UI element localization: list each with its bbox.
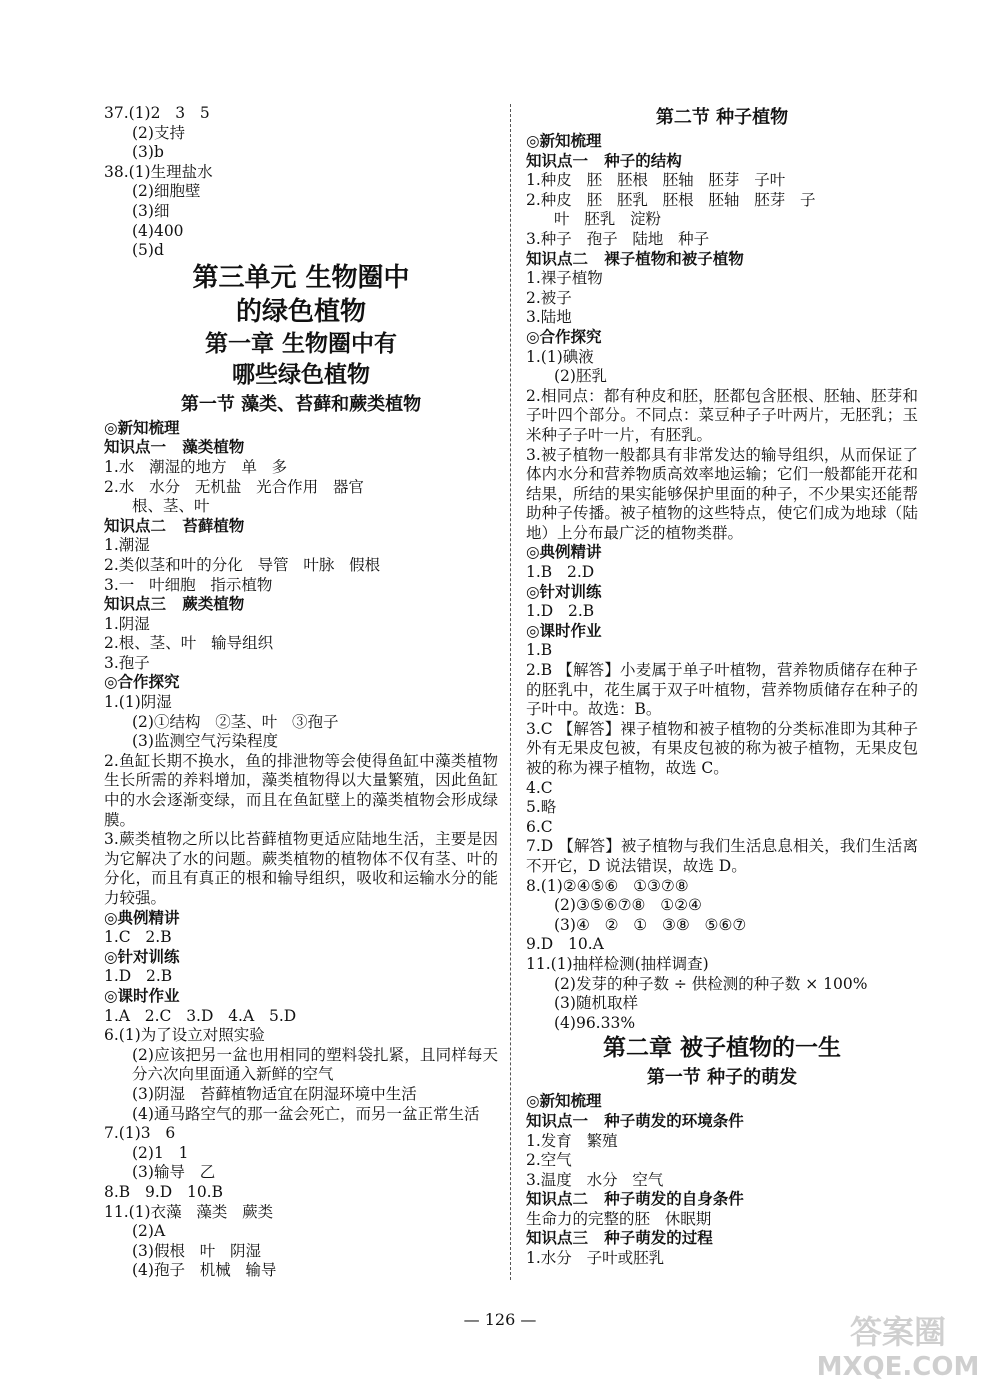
text-line-left-5: (3)细 [132,201,170,220]
heading-left-11: 哪些绿色植物 [232,361,370,388]
text-line-left-48: (3)假根 叶 阴湿 [132,1241,262,1260]
text-line-left-32: ◎典例精讲 [104,908,180,927]
text-line-right-8: 1.裸子植物 [526,269,603,288]
text-line-right-19: 1.D 2.B [526,602,595,621]
text-line-left-45: 8.B 9.D 10.B [104,1182,223,1201]
text-line-right-5: 叶 胚乳 淀粉 [554,210,662,229]
left-column [104,104,498,1281]
text-line-right-28: 8.(1)②④⑤⑥ ①③⑦⑧ [526,876,689,895]
text-line-left-34: ◎针对训练 [104,947,180,966]
heading-right-0: 第二节 种子植物 [655,107,789,128]
text-line-right-12: 1.(1)碘液 [526,347,594,366]
text-line-right-30: (3)④ ② ① ③⑧ ⑤⑥⑦ [554,915,747,934]
text-line-right-10: 3.陆地 [526,308,572,327]
text-line-left-29: (3)监测空气污染程度 [132,732,278,751]
text-line-right-29: (2)③⑤⑥⑦⑧ ①②④ [554,896,702,915]
text-line-right-20: ◎课时作业 [526,621,602,640]
text-line-left-1: (2)支持 [132,123,185,142]
text-line-left-46: 11.(1)衣藻 藻类 蕨类 [104,1202,274,1221]
text-line-right-15: 3.被子植物一般都具有非常发达的输导组织，从而保证了体内水分和营养物质高效率地运输；它们一般都能开花和结果，所结的果实能够保护里面的种子，不少果实还能帮助种子传播。被子植物的这些特点，使它们成为地球（陆地）上分布最广泛的植物类群。 [526,445,918,542]
text-line-right-43: 知识点二 种子萌发的自身条件 [526,1190,744,1209]
text-line-right-39: 知识点一 种子萌发的环境条件 [526,1111,744,1130]
text-line-left-20: 2.类似茎和叶的分化 导管 叶脉 假根 [104,555,381,574]
text-line-left-0: 37.(1)2 3 5 [104,104,210,122]
text-line-left-2: (3)b [132,143,164,162]
text-line-left-35: 1.D 2.B [104,967,173,986]
text-line-left-18: 知识点二 苔藓植物 [104,516,245,535]
text-line-left-16: 2.水 水分 无机盐 光合作用 器官 [104,477,364,496]
text-line-right-4: 2.种皮 胚 胚乳 胚根 胚轴 胚芽 子 [526,190,816,209]
text-line-right-7: 知识点二 裸子植物和被子植物 [526,249,744,268]
text-line-left-4: (2)细胞壁 [132,182,201,201]
text-line-left-19: 1.潮湿 [104,536,150,555]
watermark-logo [808,1303,988,1383]
text-line-right-23: 3.C 【解答】裸子植物和被子植物的分类标准即为其种子外有无果皮包被，有果皮包被的称为被子植物，无果皮包被的称为裸子植物，故选 C。 [526,719,918,777]
text-line-left-43: (2)1 1 [132,1143,189,1162]
text-line-right-3: 1.种皮 胚 胚根 胚轴 胚芽 子叶 [526,171,786,190]
text-line-right-34: (3)随机取样 [554,994,638,1013]
heading-right-36: 第二章 被子植物的一生 [602,1035,841,1062]
text-line-left-22: 知识点三 蕨类植物 [104,595,245,614]
text-line-right-26: 6.C [526,817,553,836]
heading-left-8: 第三单元 生物圈中 [192,262,410,293]
text-line-left-21: 3.一 叶细胞 指示植物 [104,575,273,594]
text-line-right-46: 1.水分 子叶或胚乳 [526,1249,665,1268]
text-line-left-41: (4)通马路空气的那一盆会死亡，而另一盆正常生活 [132,1104,480,1123]
text-line-left-25: 3.孢子 [104,653,150,672]
text-line-right-41: 2.空气 [526,1151,572,1170]
text-line-left-30: 2.鱼缸长期不换水，鱼的排泄物等会使得鱼缸中藻类植物生长所需的养料增加，藻类植物得以大量繁殖，因此鱼缸中的水会逐渐变绿，而且在鱼缸壁上的藻类植物会形成绿膜。 [104,751,498,829]
text-line-left-38: 6.(1)为了设立对照实验 [104,1026,265,1045]
heading-right-37: 第一节 种子的萌发 [646,1067,798,1089]
page-number: — 126 — [463,1310,537,1329]
column-divider [510,104,511,1280]
text-line-left-26: ◎合作探究 [104,673,180,692]
text-line-left-33: 1.C 2.B [104,928,172,947]
text-line-right-21: 1.B [526,641,553,660]
text-line-right-45: 知识点三 种子萌发的过程 [526,1229,713,1248]
text-line-right-11: ◎合作探究 [526,327,602,346]
text-line-right-13: (2)胚乳 [554,367,607,386]
heading-left-9: 的绿色植物 [235,296,366,327]
text-line-right-35: (4)96.33% [554,1013,636,1032]
text-line-right-25: 5.略 [526,798,557,817]
right-column [526,104,918,1269]
text-line-right-2: 知识点一 种子的结构 [526,151,682,170]
text-line-right-38: ◎新知梳理 [526,1092,602,1111]
text-line-left-15: 1.水 潮湿的地方 单 多 [104,457,288,476]
text-line-right-17: 1.B 2.D [526,563,595,582]
text-line-left-39: (2)应该把另一盆也用相同的塑料袋扎紧，且同样每天分六次向里面通入新鲜的空气 [132,1045,498,1084]
text-line-right-32: 11.(1)抽样检测(抽样调查) [526,954,709,973]
heading-left-10: 第一章 生物圈中有 [204,330,397,357]
text-line-left-17: 根、茎、叶 [132,497,210,516]
text-line-left-27: 1.(1)阴湿 [104,693,172,712]
text-line-left-31: 3.蕨类植物之所以比苔藓植物更适应陆地生活，主要是因为它解决了水的问题。蕨类植物的植物体不仅有茎、叶的分化，而且有真正的根和输导组织，吸收和运输水分的能力较强。 [104,830,498,907]
text-line-left-36: ◎课时作业 [104,986,180,1005]
text-line-right-1: ◎新知梳理 [526,132,602,150]
text-line-right-31: 9.D 10.A [526,935,604,954]
text-line-left-49: (4)孢子 机械 输导 [132,1261,277,1280]
text-line-right-22: 2.B 【解答】小麦属于单子叶植物，营养物质储存在种子的胚乳中，花生属于双子叶植物，营养物质储存在种子的子叶中。故选：B。 [526,661,918,719]
text-line-right-42: 3.温度 水分 空气 [526,1170,664,1189]
heading-left-12: 第一节 藻类、苔藓和蕨类植物 [180,393,422,415]
text-line-left-23: 1.阴湿 [104,614,150,633]
text-line-left-40: (3)阴湿 苔藓植物适宜在阴湿环境中生活 [132,1084,417,1103]
text-line-left-28: (2)①结构 ②茎、叶 ③孢子 [132,712,339,731]
text-line-left-14: 知识点一 藻类植物 [104,438,245,457]
text-line-right-18: ◎针对训练 [526,582,602,601]
svg-text:答案圈: 答案圈 [849,1313,947,1351]
text-line-left-3: 38.(1)生理盐水 [104,162,213,181]
text-line-left-13: ◎新知梳理 [104,418,180,437]
text-line-left-44: (3)输导 乙 [132,1163,216,1182]
text-line-left-24: 2.根、茎、叶 输导组织 [104,634,274,653]
text-line-right-14: 2.相同点：都有种皮和胚，胚都包含胚根、胚轴、胚芽和子叶四个部分。不同点：菜豆种子子叶两片，无胚乳；玉米种子子叶一片，有胚乳。 [526,386,918,444]
text-line-left-37: 1.A 2.C 3.D 4.A 5.D [104,1006,297,1025]
text-line-right-24: 4.C [526,778,553,797]
text-line-right-6: 3.种子 孢子 陆地 种子 [526,229,710,248]
text-line-right-44: 生命力的完整的胚 休眠期 [526,1209,712,1228]
text-line-right-40: 1.发育 繁殖 [526,1131,618,1150]
text-line-left-42: 7.(1)3 6 [104,1124,176,1143]
svg-text:MXQE.COM: MXQE.COM [816,1352,980,1382]
text-line-right-33: (2)发芽的种子数 ÷ 供检测的种子数 × 100% [554,974,868,993]
text-line-right-27: 7.D 【解答】被子植物与我们生活息息相关，我们生活离不开它，D 说法错误，故选 D。 [526,837,918,875]
text-line-right-9: 2.被子 [526,288,572,307]
text-line-left-47: (2)A [132,1222,166,1241]
text-line-left-6: (4)400 [132,221,184,240]
text-line-right-16: ◎典例精讲 [526,543,602,562]
text-line-left-7: (5)d [132,241,164,260]
